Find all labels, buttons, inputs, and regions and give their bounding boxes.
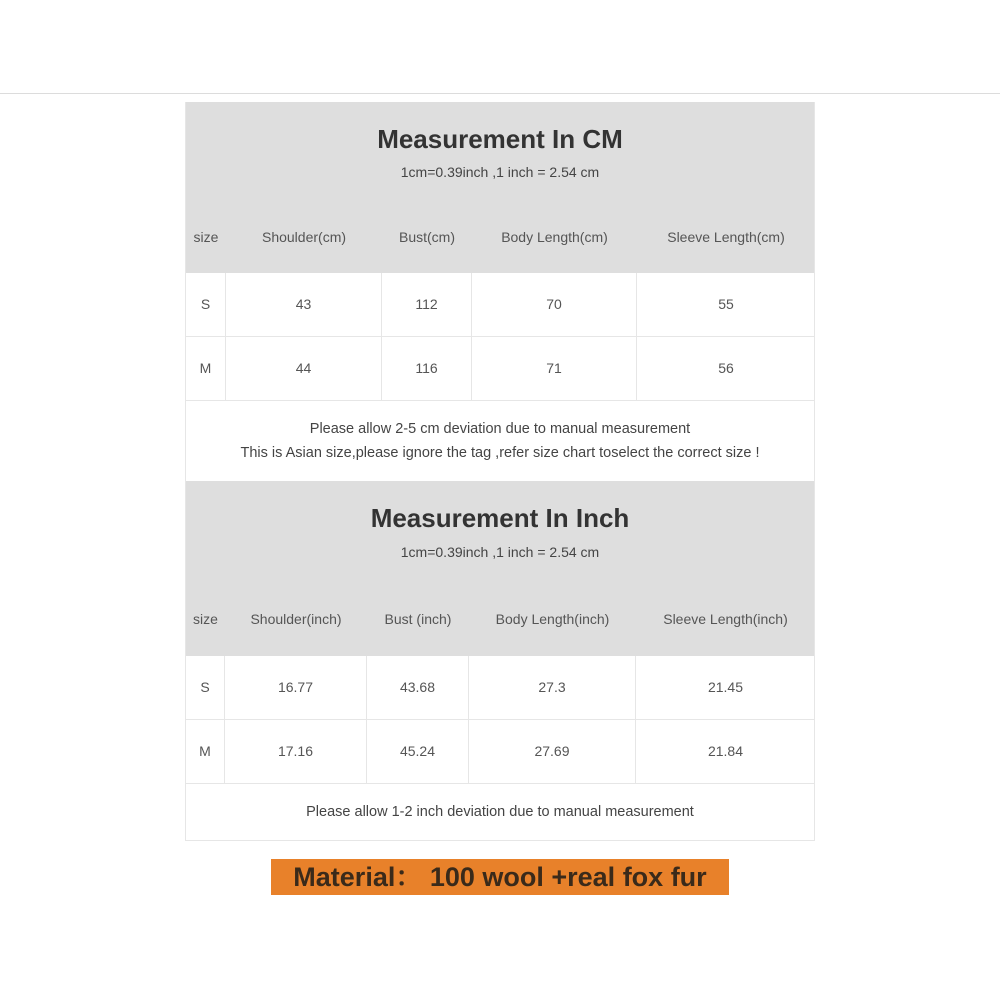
cm-table-title: Measurement In CM — [377, 124, 623, 154]
size-cell: M — [186, 337, 226, 400]
column-header-shoulder: Shoulder(cm) — [261, 229, 347, 245]
body-length-cell: 27.69 — [469, 720, 636, 783]
size-cell: S — [186, 656, 225, 719]
sleeve-length-cell: 21.84 — [707, 743, 744, 759]
asian-size-note: This is Asian size,please ignore the tag ,refer size chart toselect the correct size ! — [240, 445, 760, 461]
body-length-cell: 70 — [472, 273, 637, 336]
table-row — [186, 720, 814, 784]
sleeve-length-cell: 55 — [718, 296, 734, 312]
size-cell: M — [186, 720, 225, 783]
sleeve-length-cell: 56 — [718, 360, 734, 376]
column-header-bust: Bust(cm) — [399, 229, 455, 245]
body-length-cell: 27.3 — [469, 656, 636, 719]
shoulder-cell: 16.77 — [225, 656, 367, 719]
sleeve-length-cell: 21.45 — [707, 679, 744, 695]
column-header-body-length: Body Length(cm) — [501, 229, 608, 245]
bust-cell: 112 — [382, 273, 472, 336]
column-header-shoulder: Shoulder(inch) — [250, 611, 342, 627]
table-row — [186, 656, 814, 720]
cm-conversion-note: 1cm=0.39inch ,1 inch = 2.54 cm — [400, 164, 600, 180]
cm-size-table — [185, 102, 815, 482]
inch-size-table — [185, 481, 815, 841]
column-header-sleeve-length: Sleeve Length(cm) — [667, 229, 785, 245]
material-label: Material： 100 wool +real fox fur — [271, 859, 729, 895]
column-header-body-length: Body Length(inch) — [495, 611, 610, 627]
inch-table-header — [186, 481, 814, 656]
column-header-sleeve-length: Sleeve Length(inch) — [663, 611, 788, 627]
size-cell: S — [186, 273, 226, 336]
top-divider — [0, 93, 1000, 94]
shoulder-cell: 43 — [226, 273, 382, 336]
bust-cell: 43.68 — [367, 656, 469, 719]
deviation-note: Please allow 1-2 inch deviation due to manual measurement — [306, 804, 694, 820]
table-row — [186, 273, 814, 337]
column-header-size: size — [193, 611, 218, 627]
shoulder-cell: 17.16 — [225, 720, 367, 783]
deviation-note: Please allow 2-5 cm deviation due to manual measurement — [309, 421, 691, 437]
column-header-bust: Bust (inch) — [384, 611, 452, 627]
body-length-cell: 71 — [472, 337, 637, 400]
column-header-size: size — [193, 229, 219, 245]
bust-cell: 116 — [382, 337, 472, 400]
inch-conversion-note: 1cm=0.39inch ,1 inch = 2.54 cm — [400, 544, 600, 560]
table-row — [186, 337, 814, 401]
cm-table-header — [186, 102, 814, 273]
shoulder-cell: 44 — [226, 337, 382, 400]
inch-table-title: Measurement In Inch — [370, 503, 630, 533]
bust-cell: 45.24 — [367, 720, 469, 783]
